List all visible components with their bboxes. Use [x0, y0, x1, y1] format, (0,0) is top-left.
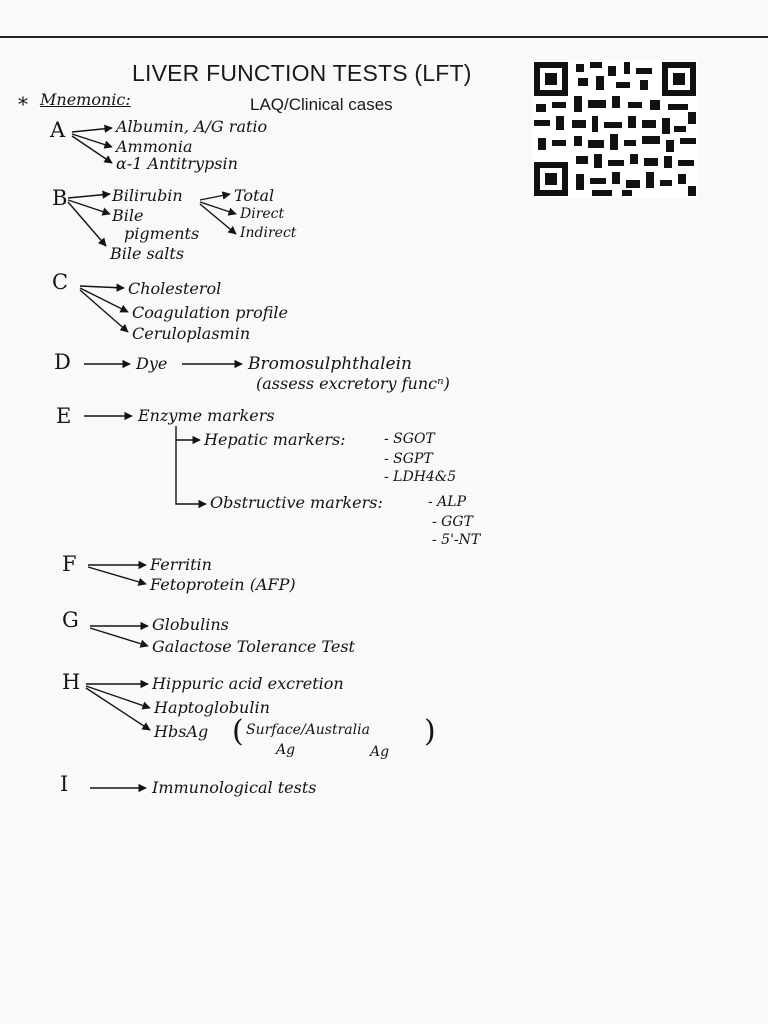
b-type-indirect: Indirect	[240, 225, 297, 241]
e-hepatic-ldh: - LDH4&5	[384, 469, 457, 485]
arrow-h-2	[86, 686, 150, 708]
g-item-globulins: Globulins	[152, 615, 229, 634]
e-hepatic-sgot: - SGOT	[384, 431, 435, 447]
e-obstructive-alp: - ALP	[428, 494, 467, 510]
e-item-enzyme-markers: Enzyme markers	[138, 406, 275, 425]
h-item-hbsag: HbsAg	[154, 722, 209, 741]
e-hepatic-sgpt: - SGPT	[384, 451, 433, 467]
h-paren-open: (	[232, 714, 244, 749]
arrow-h-3	[86, 688, 150, 730]
arrow-b-3	[68, 202, 106, 246]
c-item-coagulation: Coagulation profile	[132, 303, 288, 322]
letter-c: C	[52, 270, 69, 294]
h-paren-close: )	[424, 714, 436, 749]
d-detail-bromosulphthalein: Bromosulphthalein	[248, 354, 412, 374]
f-item-fetoprotein: Fetoprotein (AFP)	[150, 575, 296, 594]
arrow-a-1	[72, 128, 112, 132]
h-item-hippuric: Hippuric acid excretion	[152, 674, 344, 693]
d-note: (assess excretory funcⁿ)	[256, 374, 450, 393]
arrow-c-3	[80, 290, 128, 332]
b-item-bilirubin: Bilirubin	[112, 186, 183, 205]
e-obstructive-ggt: - GGT	[432, 514, 473, 530]
b-item-bile-salts: Bile salts	[110, 244, 185, 263]
e-obstructive-label: Obstructive markers:	[210, 493, 383, 512]
letter-i: I	[60, 772, 69, 796]
letter-h: H	[62, 670, 81, 694]
letter-f: F	[62, 552, 77, 576]
b-item-bile: Bile	[112, 206, 144, 225]
a-item-ammonia: Ammonia	[116, 137, 193, 156]
letter-d: D	[54, 350, 71, 374]
letter-a: A	[50, 118, 66, 142]
h-paren-ag-2: Ag	[370, 744, 390, 760]
letter-e: E	[56, 404, 72, 428]
star-icon: *	[18, 92, 28, 116]
letter-b: B	[52, 186, 68, 210]
b-type-total: Total	[234, 186, 275, 205]
a-item-albumin: Albumin, A/G ratio	[116, 117, 268, 136]
arrow-c-1	[80, 286, 124, 288]
e-obstructive-5nt: - 5'-NT	[432, 532, 481, 548]
c-item-ceruloplasmin: Ceruloplasmin	[132, 324, 251, 343]
a-item-antitrypsin: α-1 Antitrypsin	[116, 154, 238, 173]
f-item-ferritin: Ferritin	[150, 555, 212, 574]
b-item-pigments: pigments	[124, 224, 200, 243]
page-subtitle: LAQ/Clinical cases	[250, 95, 393, 114]
arrow-b-1	[68, 194, 110, 198]
h-paren-text: Surface/Australia	[246, 722, 370, 738]
arrow-c-2	[80, 288, 128, 312]
arrow-b-total	[200, 194, 230, 200]
g-item-galactose: Galactose Tolerance Test	[152, 637, 355, 656]
arrow-e-obstructive	[176, 440, 206, 504]
letter-g: G	[62, 608, 79, 632]
c-item-cholesterol: Cholesterol	[128, 279, 222, 298]
h-item-haptoglobulin: Haptoglobulin	[154, 698, 270, 717]
i-item-immunological: Immunological tests	[152, 778, 317, 797]
e-hepatic-label: Hepatic markers:	[204, 430, 346, 449]
b-type-direct: Direct	[240, 206, 285, 222]
arrow-e-hepatic	[176, 426, 200, 440]
arrow-b-2	[68, 200, 110, 214]
page-title: LIVER FUNCTION TESTS (LFT)	[132, 60, 472, 86]
d-item-dye: Dye	[136, 354, 168, 373]
h-paren-ag-1: Ag	[276, 742, 296, 758]
mnemonic-label: Mnemonic:	[40, 90, 131, 109]
arrow-g-2	[90, 628, 148, 646]
arrow-f-2	[88, 567, 146, 584]
